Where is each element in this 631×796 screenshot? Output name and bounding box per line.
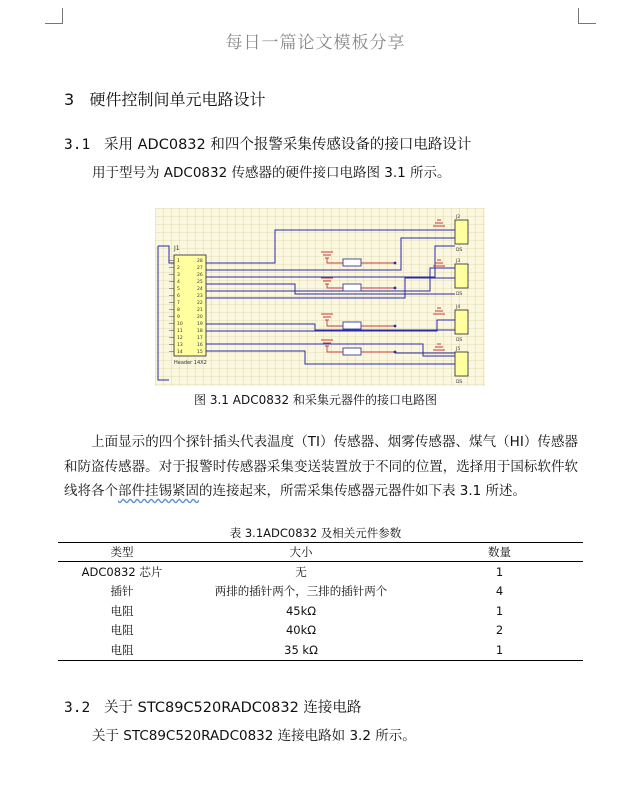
- table-cell: 电阻: [110, 623, 134, 638]
- sensor-label: DS: [456, 292, 463, 297]
- chip-pin-label: 22: [197, 301, 203, 306]
- chip-pin-label: 13: [177, 343, 183, 348]
- chip-pin-label: 5: [177, 287, 180, 292]
- chip-pin-label: 18: [197, 329, 203, 334]
- sensor-connector-j2: [455, 220, 468, 244]
- heading-number: 3: [64, 90, 75, 109]
- heading-section-3-2: [64, 696, 361, 717]
- table-cell: 4: [495, 584, 504, 599]
- chip-pin-label: 23: [197, 294, 203, 299]
- heading-title: 关于 STC89C520RADC0832 连接电路: [104, 700, 362, 716]
- chip-pin-label: 15: [197, 350, 203, 355]
- resistor-r2: [343, 284, 361, 291]
- sensor-connector-j4: [455, 310, 468, 334]
- table-cell: 两排的插针两个，三排的插针两个: [214, 584, 388, 599]
- chip-pin-label: 17: [197, 336, 203, 341]
- figure-caption: 图 3.1 ADC0832 和采集元器件的接口电路图: [194, 393, 437, 407]
- chip-pin-label: 6: [177, 294, 180, 299]
- table-cell: 35 kΩ: [284, 642, 318, 657]
- heading-section-3: [64, 87, 265, 110]
- heading-title: 采用 ADC0832 和四个报警采集传感设备的接口电路设计: [104, 137, 472, 153]
- chip-pin-label: 20: [197, 315, 203, 320]
- chip-pin-label: 26: [197, 273, 203, 278]
- crop-mark-top-right: [578, 8, 596, 24]
- chip-label: J1: [174, 245, 180, 252]
- resistor-r4: [343, 348, 361, 355]
- table-header-cell: 数量: [488, 545, 511, 559]
- paragraph-text: 的连接起来，所需采集传感器元器件如下表 3.1 所述。: [199, 483, 527, 499]
- sensor-id: J5: [456, 347, 461, 352]
- sensor-id: J3: [456, 259, 461, 264]
- sensor-connector-j5: [455, 352, 468, 376]
- heading-section-3-1: [64, 133, 471, 154]
- table-row: [58, 582, 583, 602]
- chip-pin-label: 12: [177, 336, 183, 341]
- chip-pin-label: 19: [197, 322, 203, 327]
- table-caption: 表 3.1ADC0832 及相关元件参数: [229, 526, 402, 540]
- table-header-row: [58, 543, 583, 562]
- table-row: [58, 621, 583, 641]
- circuit-diagram: [155, 208, 485, 386]
- table-cell: 2: [495, 623, 504, 638]
- chip-pin-label: 9: [177, 315, 180, 320]
- table-cell: 1: [495, 603, 504, 618]
- sensor-label: DS: [456, 338, 463, 343]
- chip-sublabel: Header 14X2: [174, 360, 207, 366]
- junction-dot: [394, 287, 397, 290]
- table-cell: 插针: [110, 584, 134, 599]
- table-cell: ADC0832 芯片: [81, 564, 163, 579]
- chip-pin-label: 2: [177, 266, 180, 271]
- sensor-connector-j3: [455, 264, 468, 288]
- crop-mark-top-left: [45, 8, 63, 24]
- heading-number: 3.2: [64, 700, 91, 716]
- table-cell: 1: [495, 642, 504, 657]
- heading-title: 硬件控制间单元电路设计: [89, 90, 266, 109]
- table-cell: 电阻: [110, 603, 134, 618]
- chip-pin-label: 11: [177, 329, 183, 334]
- heading-number: 3.1: [64, 137, 91, 153]
- table-cell: 1: [495, 564, 504, 579]
- table-cell: 40kΩ: [285, 623, 317, 638]
- paragraph-text: 上面显示的四个探针插头代表温度（TI）传感器、烟雾传感器、煤气（HI）传感器和防盗传感器。对于报警时传感器采集变送装置放于不同的位置，选择用于国标软件软线将各个: [64, 434, 578, 499]
- chip-pin-label: 16: [197, 343, 203, 348]
- body-paragraph: [64, 430, 578, 504]
- table-row: [58, 601, 583, 621]
- sensor-id: J2: [456, 215, 461, 220]
- chip-pin-label: 21: [197, 308, 203, 313]
- sensor-label: DS: [456, 248, 463, 253]
- sensor-id: J4: [456, 305, 461, 310]
- resistor-r3: [343, 322, 361, 329]
- table-cell: 电阻: [110, 642, 134, 657]
- chip-pin-label: 28: [197, 259, 203, 264]
- chip-pin-label: 4: [177, 280, 180, 285]
- table-cell: 45kΩ: [285, 603, 317, 618]
- chip-pin-label: 14: [177, 350, 183, 355]
- chip-pin-label: 1: [177, 259, 180, 264]
- table-header-cell: 大小: [289, 545, 313, 559]
- table-header-cell: 类型: [110, 545, 134, 559]
- paragraph-underlined-text: 部件挂锡紧固: [118, 483, 199, 499]
- table-row: [58, 562, 583, 582]
- sensor-label: DS: [456, 380, 463, 385]
- header-connector-j1: [169, 245, 207, 366]
- junction-dot: [394, 325, 397, 328]
- parameter-table: [58, 542, 583, 661]
- chip-pin-label: 27: [197, 266, 203, 271]
- table-cell: 无: [295, 564, 307, 579]
- chip-pin-label: 8: [177, 308, 180, 313]
- chip-pin-label: 3: [177, 273, 180, 278]
- chip-pin-label: 10: [177, 322, 183, 327]
- table-row: [58, 640, 583, 660]
- chip-pin-label: 25: [197, 280, 203, 285]
- section-3-2-intro: 关于 STC89C520RADC0832 连接电路如 3.2 所示。: [92, 728, 416, 744]
- resistor-r1: [343, 259, 361, 266]
- junction-dot: [394, 351, 397, 354]
- chip-pin-label: 7: [177, 301, 180, 306]
- chip-pin-label: 24: [197, 287, 203, 292]
- section-3-1-intro: 用于型号为 ADC0832 传感器的硬件接口电路图 3.1 所示。: [92, 165, 451, 181]
- junction-dot: [394, 262, 397, 265]
- page-header: 每日一篇论文模板分享: [225, 33, 406, 53]
